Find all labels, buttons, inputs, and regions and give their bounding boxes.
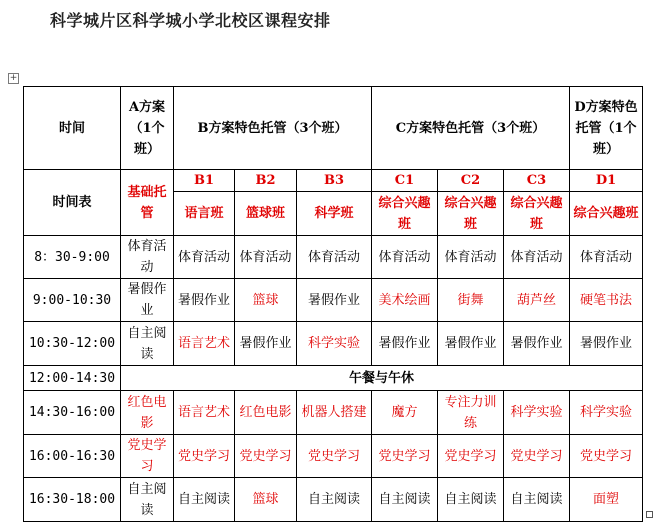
table-header-row — [24, 87, 643, 170]
cell-b2: 党史学习 — [235, 435, 297, 478]
cell-c3: 体育活动 — [504, 236, 570, 279]
cell-c3: 自主阅读 — [504, 478, 570, 522]
header-b-plan: B方案特色托管（3个班） — [174, 87, 372, 170]
cell-d1: 科学实验 — [570, 391, 643, 435]
cell-a: 自主阅读 — [121, 478, 174, 522]
cell-d1: 暑假作业 — [570, 322, 643, 366]
cell-b1: 语言艺术 — [174, 322, 235, 366]
cell-b1: 暑假作业 — [174, 279, 235, 322]
class-name-b1: 语言班 — [174, 192, 235, 236]
cell-b1: 语言艺术 — [174, 391, 235, 435]
code-c2: C2 — [438, 170, 504, 192]
cell-c3: 科学实验 — [504, 391, 570, 435]
time-table-label: 时间表 — [24, 170, 121, 236]
class-name-c2: 综合兴趣班 — [438, 192, 504, 236]
cell-c2: 专注力训练 — [438, 391, 504, 435]
class-name-b2: 篮球班 — [235, 192, 297, 236]
cell-c2: 暑假作业 — [438, 322, 504, 366]
cell-c1: 自主阅读 — [372, 478, 438, 522]
cell-c3: 党史学习 — [504, 435, 570, 478]
cell-a: 暑假作业 — [121, 279, 174, 322]
cell-c2: 党史学习 — [438, 435, 504, 478]
time-slot: 8：30-9:00 — [24, 236, 121, 279]
cell-b2: 体育活动 — [235, 236, 297, 279]
cell-c1: 党史学习 — [372, 435, 438, 478]
time-slot: 12:00-14:30 — [24, 366, 121, 391]
time-slot: 16:00-16:30 — [24, 435, 121, 478]
cell-d1: 体育活动 — [570, 236, 643, 279]
cell-b1: 体育活动 — [174, 236, 235, 279]
table-move-handle-icon[interactable]: + — [9, 73, 18, 83]
cell-c3: 暑假作业 — [504, 322, 570, 366]
code-row — [24, 170, 643, 192]
cell-d1: 党史学习 — [570, 435, 643, 478]
schedule-table — [23, 86, 643, 522]
class-name-d1: 综合兴趣班 — [570, 192, 643, 236]
code-b1: B1 — [174, 170, 235, 192]
cell-a: 自主阅读 — [121, 322, 174, 366]
code-b2: B2 — [235, 170, 297, 192]
cell-b3: 党史学习 — [297, 435, 372, 478]
cell-c3: 葫芦丝 — [504, 279, 570, 322]
table-row — [24, 322, 643, 366]
cell-c1: 美术绘画 — [372, 279, 438, 322]
cell-a: 体育活动 — [121, 236, 174, 279]
time-slot: 9:00-10:30 — [24, 279, 121, 322]
time-slot: 16:30-18:00 — [24, 478, 121, 522]
cell-c1: 体育活动 — [372, 236, 438, 279]
table-row — [24, 478, 643, 522]
lunch-break: 午餐与午休 — [121, 366, 643, 391]
code-d1: D1 — [570, 170, 643, 192]
cell-c1: 暑假作业 — [372, 322, 438, 366]
page-title: 科学城片区科学城小学北校区课程安排 — [50, 11, 331, 30]
table-row — [24, 435, 643, 478]
cell-b3: 自主阅读 — [297, 478, 372, 522]
cell-b1: 党史学习 — [174, 435, 235, 478]
header-time: 时间 — [24, 87, 121, 170]
class-name-c1: 综合兴趣班 — [372, 192, 438, 236]
table-row — [24, 366, 643, 391]
cell-c2: 街舞 — [438, 279, 504, 322]
code-b3: B3 — [297, 170, 372, 192]
cell-a: 党史学习 — [121, 435, 174, 478]
cell-b3: 暑假作业 — [297, 279, 372, 322]
cell-b2: 暑假作业 — [235, 322, 297, 366]
cell-b3: 科学实验 — [297, 322, 372, 366]
table-row — [24, 279, 643, 322]
class-name-c3: 综合兴趣班 — [504, 192, 570, 236]
time-slot: 14:30-16:00 — [24, 391, 121, 435]
header-c-plan: C方案特色托管（3个班） — [372, 87, 570, 170]
code-c1: C1 — [372, 170, 438, 192]
table-resize-handle[interactable] — [646, 511, 653, 518]
cell-c2: 体育活动 — [438, 236, 504, 279]
cell-b3: 机器人搭建 — [297, 391, 372, 435]
cell-d1: 面塑 — [570, 478, 643, 522]
header-d-plan: D方案特色托管（1个班） — [570, 87, 643, 170]
code-c3: C3 — [504, 170, 570, 192]
cell-b2: 篮球 — [235, 279, 297, 322]
time-slot: 10:30-12:00 — [24, 322, 121, 366]
cell-c1: 魔方 — [372, 391, 438, 435]
class-name-a: 基础托管 — [121, 170, 174, 236]
table-row — [24, 236, 643, 279]
table-row — [24, 391, 643, 435]
cell-b3: 体育活动 — [297, 236, 372, 279]
class-name-b3: 科学班 — [297, 192, 372, 236]
cell-d1: 硬笔书法 — [570, 279, 643, 322]
cell-c2: 自主阅读 — [438, 478, 504, 522]
header-a-plan: A方案（1个班） — [121, 87, 174, 170]
cell-a: 红色电影 — [121, 391, 174, 435]
cell-b2: 篮球 — [235, 478, 297, 522]
cell-b1: 自主阅读 — [174, 478, 235, 522]
cell-b2: 红色电影 — [235, 391, 297, 435]
